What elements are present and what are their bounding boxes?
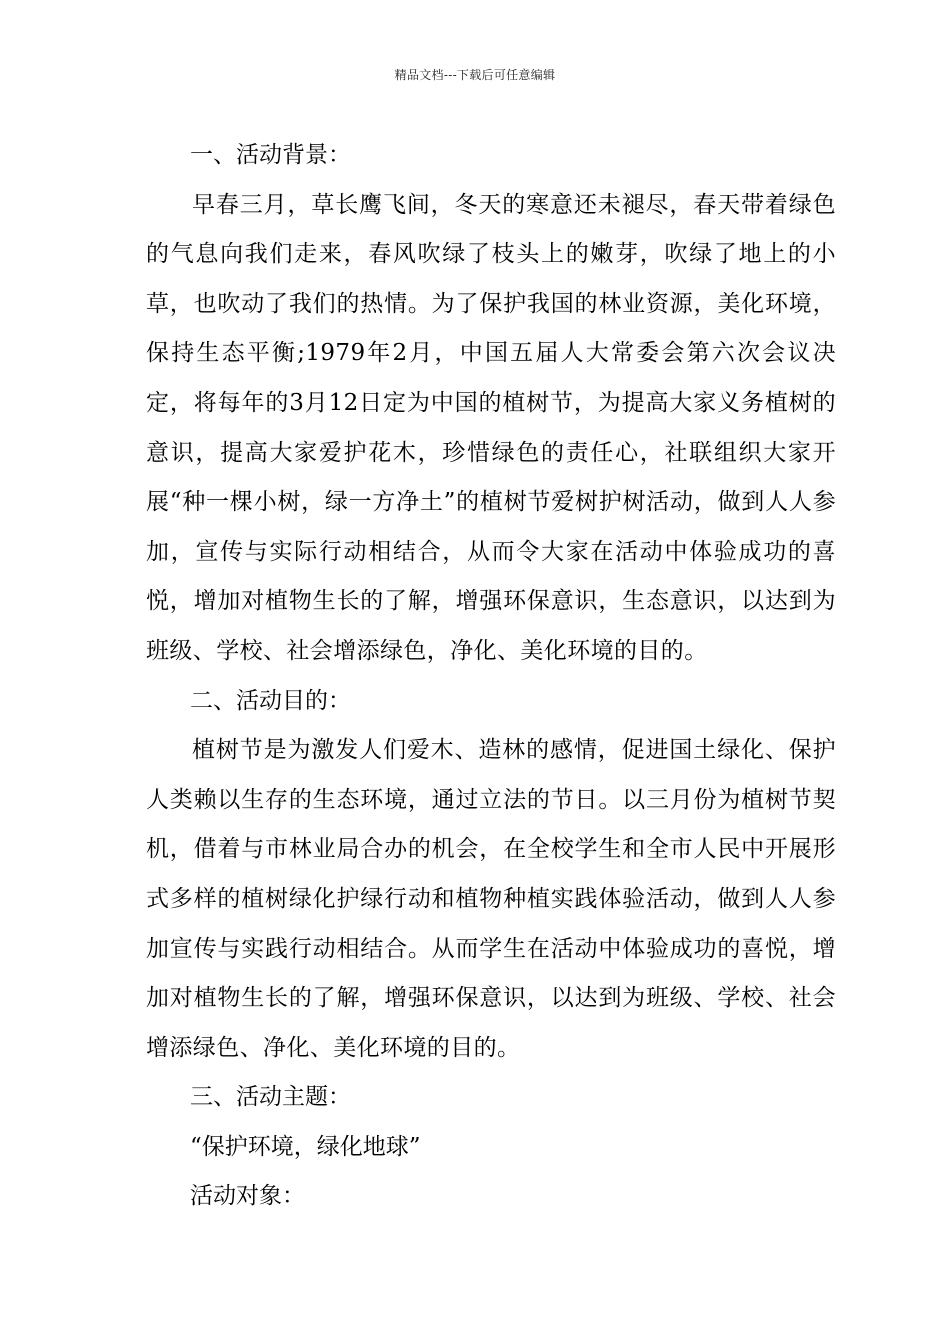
section-heading-purpose: 二、活动目的： [190,687,351,714]
target-label: 活动对象： [190,1183,305,1210]
document-body [146,131,836,1222]
section-heading-theme: 三、活动主题： [190,1084,351,1111]
section-heading-background: 一、活动背景： [190,142,351,168]
page-header: 精品文档---下载后可任意编辑 [394,68,556,82]
purpose-paragraph: 植树节是为激发人们爱木、造林的感情，促进国土绿化、保护人类赖以生存的生态环境，通过立法的节日。以三月份为植树节契机，借着与市林业局合办的机会，在全校学生和全市人民中开展形式多样的植树绿化护绿行动和植物种植实践体验活动，做到人人参加宣传与实践行动相结合。从而学生在活动中体验成功的喜悦，增加对植物生长的了解，增强环保意识，以达到为班级、学校、社会增添绿色、净化、美化环境的目的。 [146,737,836,1061]
background-paragraph: 早春三月，草长鹰飞间，冬天的寒意还未褪尽，春天带着绿色的气息向我们走来，春风吹绿了枝头上的嫩芽，吹绿了地上的小草，也吹动了我们的热情。为了保护我国的林业资源，美化环境，保持生态平衡;1979年2月，中国五届人大常委会第六次会议决定，将每年的3月12日定为中国的植树节，为提高大家义务植树的意识，提高大家爱护花木，珍惜绿色的责任心，社联组织大家开展“种一棵小树，绿一方净土”的植树节爱树护树活动，做到人人参加，宣传与实际行动相结合，从而令大家在活动中体验成功的喜悦，增加对植物生长的了解，增强环保意识，生态意识，以达到为班级、学校、社会增添绿色，净化、美化环境的目的。 [146,191,836,664]
theme-text: “保护环境，绿化地球” [190,1133,421,1160]
